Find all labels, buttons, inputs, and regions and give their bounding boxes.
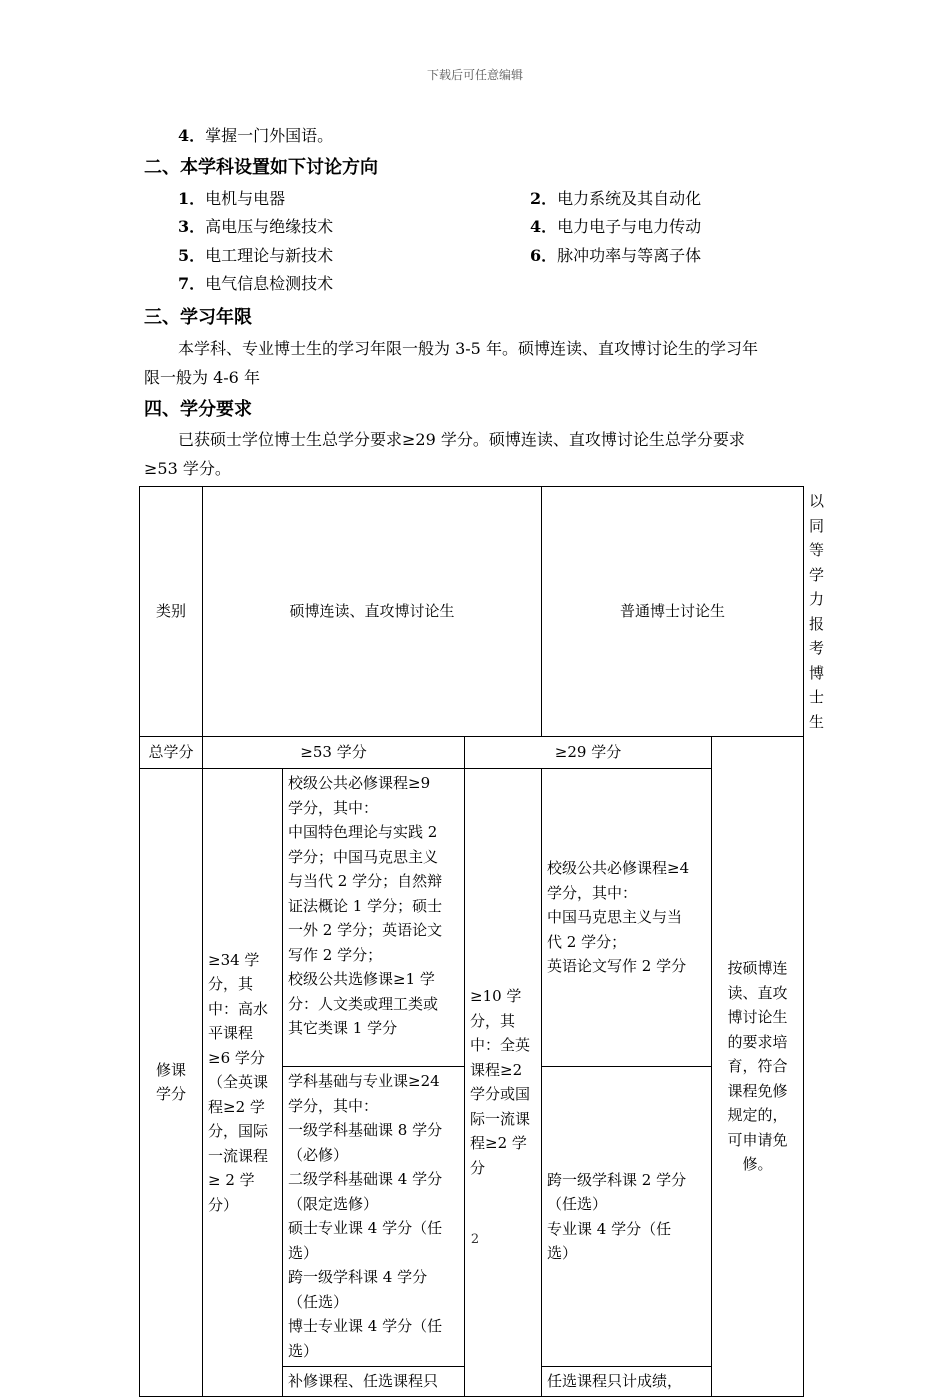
header-combined: 硕博连读、直攻博讨论生 (203, 487, 542, 737)
direction-5: 5．电工理论与新技术 (178, 246, 334, 265)
combined-remedial-courses: 补修课程、任选课程只 (283, 1367, 465, 1397)
direction-3: 3．高电压与绝缘技术 (178, 217, 334, 236)
duration-text-line1: 本学科、专业博士生的学习年限一般为 3-5 年。硕博连读、直攻博讨论生的学习年 (178, 339, 758, 358)
header-category: 类别 (140, 487, 203, 737)
total-regular: ≥29 学分 (465, 737, 712, 769)
section-3-heading: 三、学习年限 (144, 307, 252, 328)
direction-6: 6．脉冲功率与等离子体 (530, 246, 702, 265)
section-2-heading: 二、本学科设置如下讨论方向 (144, 157, 378, 178)
coursework-label: 修课 学分 (140, 769, 203, 1397)
equivalent-note: 按硕博连 读、直攻 博讨论生 的要求培 育，符合 课程免修 规定的， 可申请免 修。 (712, 737, 804, 1397)
goal-item-4 (178, 122, 333, 150)
credit-text-line2: ≥53 学分。 (144, 459, 231, 478)
table-row-coursework-public (140, 769, 804, 1067)
combined-major-courses: 学科基础与专业课≥24 学分，其中： 一级学科基础课 8 学分 （必修） 二级学科基础课 4 学分 （限定选修） 硕士专业课 4 学分（任 选） 跨一级学科课 4 学分 （任选） 博士专业课 4 学分（任 选） (283, 1067, 465, 1367)
table-row-total (140, 737, 804, 769)
direction-2: 2．电力系统及其自动化 (530, 189, 702, 208)
page-number: 2 (470, 1232, 480, 1247)
combined-coursework-summary: ≥34 学 分，其 中：高水 平课程 ≥6 学分 （全英课 程≥2 学 分，国际 一流课程 ≥ 2 学 分） (203, 769, 283, 1397)
goal-item-4-number: 4． (178, 126, 206, 145)
total-combined: ≥53 学分 (203, 737, 465, 769)
regular-major-courses: 跨一级学科课 2 学分 （任选） 专业课 4 学分（任 选） (542, 1067, 712, 1367)
regular-public-courses: 校级公共必修课程≥4 学分，其中： 中国马克思主义与当 代 2 学分； 英语论文写作 2 学分 (542, 769, 712, 1067)
credit-table (139, 486, 825, 1397)
page-header: 下载后可任意编辑 (426, 68, 523, 82)
total-label: 总学分 (140, 737, 203, 769)
credit-text-line1: 已获硕士学位博士生总学分要求≥29 学分。硕博连读、直攻博讨论生总学分要求 (178, 430, 745, 449)
direction-7: 7．电气信息检测技术 (178, 274, 334, 293)
direction-4: 4．电力电子与电力传动 (530, 217, 702, 236)
regular-elective-courses: 任选课程只计成绩， (542, 1367, 712, 1397)
combined-public-courses: 校级公共必修课程≥9 学分，其中： 中国特色理论与实践 2 学分；中国马克思主义 与当代 2 学分；自然辩 证法概论 1 学分；硕士 一外 2 学分；英语论文 写作 2 学分； 校级公共选修课≥1 学 分：人文类或理工类或 其它类课 1 学分 (283, 769, 465, 1067)
regular-coursework-summary: ≥10 学 分，其 中：全英 课程≥2 学分或国 际一流课 程≥2 学 分 (465, 769, 542, 1397)
duration-text-line2: 限一般为 4-6 年 (144, 368, 260, 387)
table-header-row: 类别 硕博连读、直攻博讨论生 普通博士讨论生 以同等学 力报考博 士生 (140, 487, 804, 737)
section-4-heading: 四、学分要求 (144, 399, 252, 420)
goal-item-4-text: 掌握一门外国语。 (205, 126, 334, 145)
direction-1: 1．电机与电器 (178, 189, 286, 208)
header-regular: 普通博士讨论生 (542, 487, 804, 737)
